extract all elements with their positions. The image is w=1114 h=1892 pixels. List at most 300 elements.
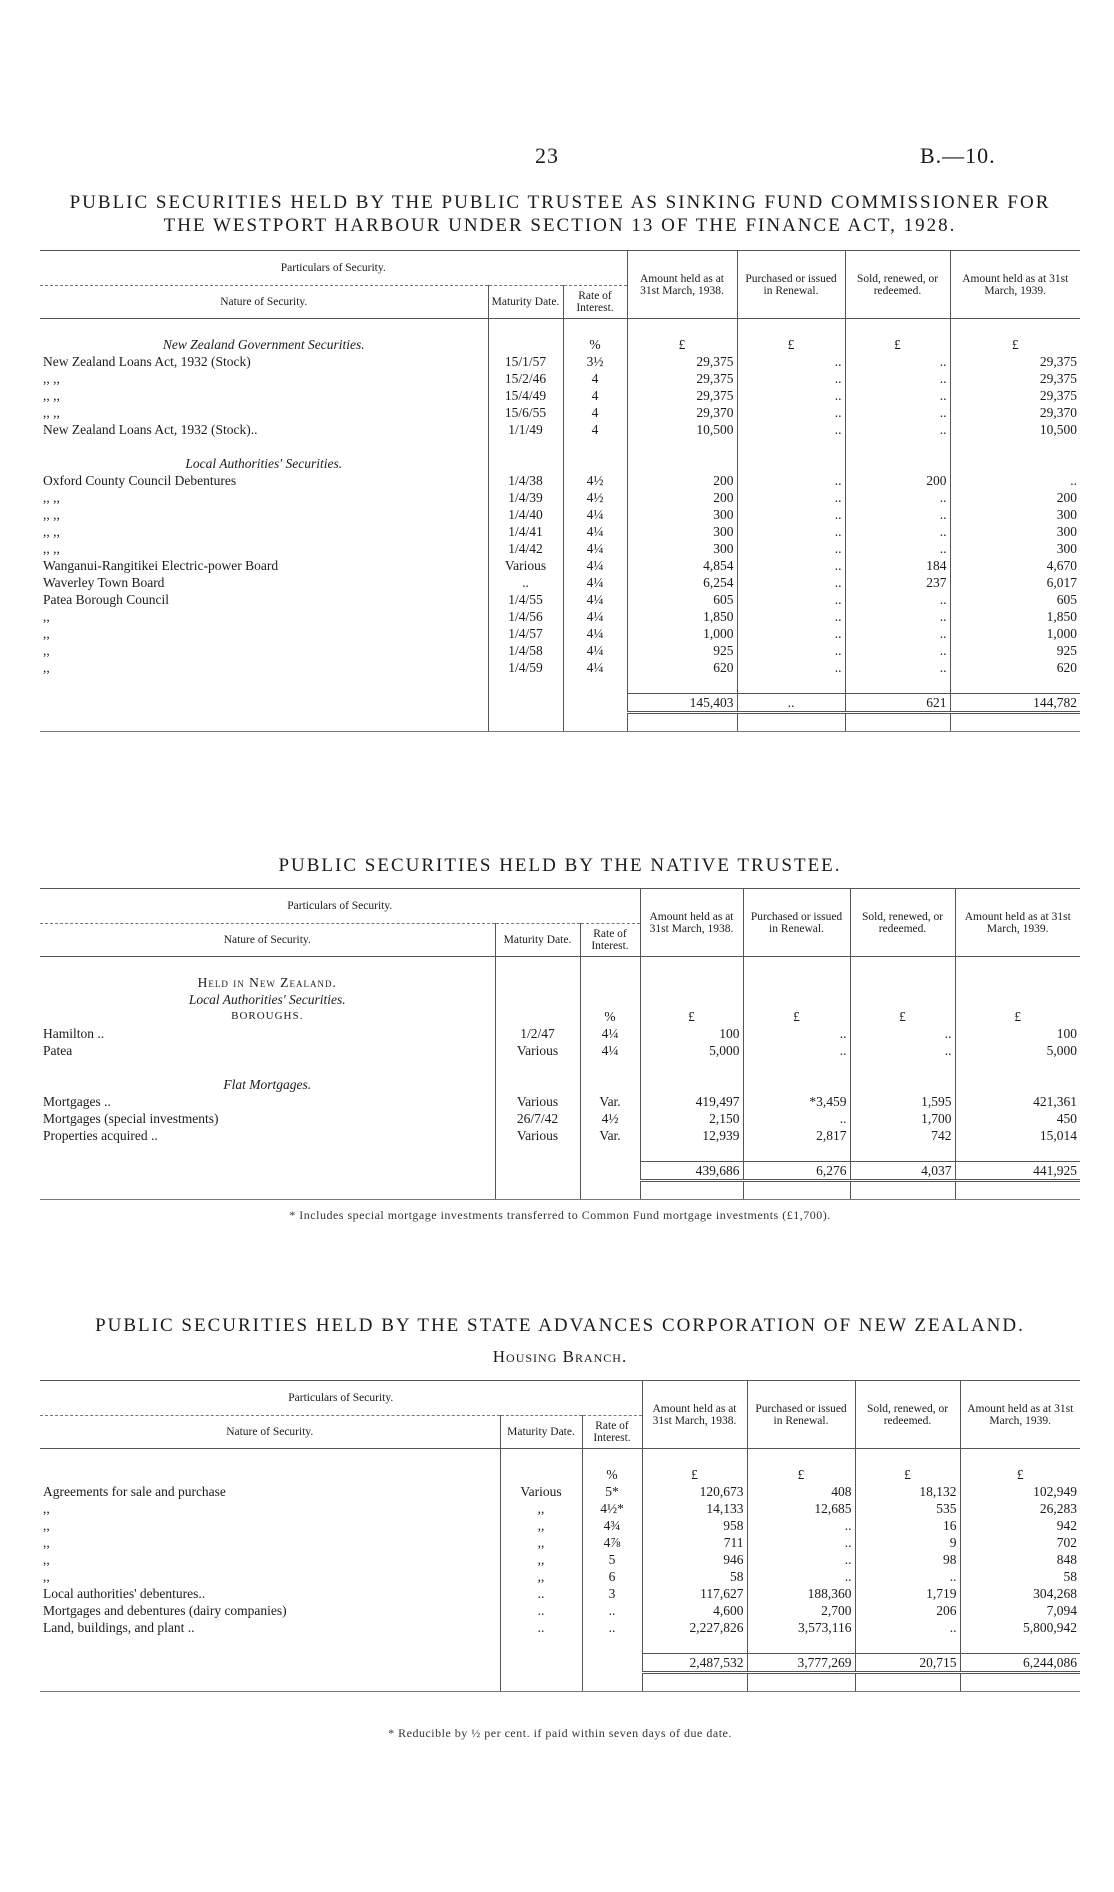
purchased-value: 12,685 bbox=[747, 1500, 855, 1517]
interest-rate: 5* bbox=[582, 1483, 642, 1500]
purchased-value: .. bbox=[737, 608, 845, 625]
unit-sold: £ bbox=[855, 1466, 960, 1483]
unit-rate: % bbox=[580, 1008, 640, 1025]
held-1939: 4,670 bbox=[950, 557, 1080, 574]
maturity-date: 15/6/55 bbox=[488, 404, 563, 421]
table-row bbox=[40, 608, 1080, 625]
maturity-date: 1/4/41 bbox=[488, 523, 563, 540]
sold-value: 742 bbox=[850, 1127, 955, 1144]
sold-value: .. bbox=[845, 489, 950, 506]
security-name: ,, bbox=[43, 643, 50, 658]
interest-rate: 4 bbox=[563, 387, 627, 404]
header-particulars: Particulars of Security. bbox=[40, 889, 640, 924]
table-row bbox=[40, 1534, 1080, 1551]
purchased-value: .. bbox=[737, 387, 845, 404]
held-1938: 5,000 bbox=[640, 1042, 743, 1059]
held-1939: 29,375 bbox=[950, 353, 1080, 370]
interest-rate: 4¾ bbox=[582, 1517, 642, 1534]
sold-value: .. bbox=[845, 387, 950, 404]
held-1938: 6,254 bbox=[627, 574, 737, 591]
purchased-value: .. bbox=[737, 574, 845, 591]
purchased-value: .. bbox=[737, 404, 845, 421]
table-row bbox=[40, 1568, 1080, 1585]
purchased-value: .. bbox=[747, 1517, 855, 1534]
purchased-value: .. bbox=[737, 421, 845, 438]
security-name: ,, bbox=[43, 609, 50, 624]
header-nature: Nature of Security. bbox=[40, 1416, 500, 1449]
security-name: ,, bbox=[43, 626, 50, 641]
security-name: ,, ,, bbox=[43, 524, 60, 539]
security-name: Wanganui-Rangitikei Electric-power Board bbox=[43, 558, 279, 573]
held-1939: 29,375 bbox=[950, 370, 1080, 387]
header-maturity: Maturity Date. bbox=[495, 924, 580, 957]
interest-rate: Var. bbox=[580, 1127, 640, 1144]
security-name: Hamilton .. bbox=[43, 1026, 105, 1041]
purchased-value: .. bbox=[737, 489, 845, 506]
sold-value: 1,595 bbox=[850, 1093, 955, 1110]
interest-rate: .. bbox=[582, 1602, 642, 1619]
security-name: New Zealand Loans Act, 1932 (Stock) bbox=[43, 354, 251, 369]
purchased-value: 408 bbox=[747, 1483, 855, 1500]
held-1938: 200 bbox=[627, 489, 737, 506]
held-1938: 4,854 bbox=[627, 557, 737, 574]
total-sold: 20,715 bbox=[855, 1654, 960, 1673]
maturity-date: Various bbox=[500, 1483, 582, 1500]
security-name: Mortgages (special investments) bbox=[43, 1111, 219, 1126]
sold-value: .. bbox=[845, 421, 950, 438]
header-particulars: Particulars of Security. bbox=[40, 1381, 642, 1416]
table-row bbox=[40, 659, 1080, 676]
held-1938: 300 bbox=[627, 523, 737, 540]
state-footnote: * Reducible by ½ per cent. if paid within seven days of due date. bbox=[388, 1726, 732, 1740]
westport-title-line2: THE WESTPORT HARBOUR UNDER SECTION 13 OF THE FINANCE ACT, 1928. bbox=[163, 215, 957, 236]
westport-title-line1: PUBLIC SECURITIES HELD BY THE PUBLIC TRUSTEE AS SINKING FUND COMMISSIONER FOR bbox=[69, 192, 1051, 213]
interest-rate: 4 bbox=[563, 404, 627, 421]
table-row bbox=[40, 1025, 1080, 1042]
sold-value: 200 bbox=[845, 472, 950, 489]
held-1938: 1,000 bbox=[627, 625, 737, 642]
interest-rate: 4¼ bbox=[563, 523, 627, 540]
unit-held-1938: £ bbox=[627, 336, 737, 353]
purchased-value: .. bbox=[743, 1025, 850, 1042]
held-1939: 304,268 bbox=[960, 1585, 1080, 1602]
table-row bbox=[40, 1127, 1080, 1144]
purchased-value: .. bbox=[737, 353, 845, 370]
held-1939: 102,949 bbox=[960, 1483, 1080, 1500]
unit-purchased: £ bbox=[737, 336, 845, 353]
table-row bbox=[40, 591, 1080, 608]
header-held-1939: Amount held as at 31st March, 1939. bbox=[955, 889, 1080, 957]
table-row bbox=[40, 353, 1080, 370]
held-1939: 29,370 bbox=[950, 404, 1080, 421]
sold-value: 237 bbox=[845, 574, 950, 591]
held-1938: 419,497 bbox=[640, 1093, 743, 1110]
held-1939: 605 bbox=[950, 591, 1080, 608]
held-1938: 711 bbox=[642, 1534, 747, 1551]
unit-rate: % bbox=[582, 1466, 642, 1483]
held-1939: .. bbox=[950, 472, 1080, 489]
maturity-date: 1/1/49 bbox=[488, 421, 563, 438]
held-1939: 6,017 bbox=[950, 574, 1080, 591]
header-purchased: Purchased or issued in Renewal. bbox=[737, 251, 845, 319]
purchased-value: .. bbox=[737, 523, 845, 540]
held-1938: 200 bbox=[627, 472, 737, 489]
header-sold: Sold, renewed, or redeemed. bbox=[845, 251, 950, 319]
security-name: Mortgages .. bbox=[43, 1094, 111, 1109]
maturity-date: 1/4/57 bbox=[488, 625, 563, 642]
table-row bbox=[40, 574, 1080, 591]
units-row bbox=[40, 336, 1080, 353]
security-name: Waverley Town Board bbox=[43, 575, 165, 590]
interest-rate: 4¼ bbox=[563, 642, 627, 659]
maturity-date: 1/4/39 bbox=[488, 489, 563, 506]
interest-rate: 4¼ bbox=[563, 557, 627, 574]
held-1939: 15,014 bbox=[955, 1127, 1080, 1144]
interest-rate: 4½* bbox=[582, 1500, 642, 1517]
maturity-date: 15/1/57 bbox=[488, 353, 563, 370]
sold-value: 535 bbox=[855, 1500, 960, 1517]
sold-value: .. bbox=[855, 1568, 960, 1585]
held-1938: 2,150 bbox=[640, 1110, 743, 1127]
held-1939: 5,800,942 bbox=[960, 1619, 1080, 1636]
section-heading: Local Authorities' Securities. bbox=[185, 456, 343, 471]
purchased-value: .. bbox=[737, 659, 845, 676]
security-name: ,, bbox=[43, 1518, 50, 1533]
header-maturity: Maturity Date. bbox=[500, 1416, 582, 1449]
westport-gov-rows bbox=[40, 353, 1080, 438]
sold-value: .. bbox=[850, 1025, 955, 1042]
sold-value: .. bbox=[845, 540, 950, 557]
held-1938: 605 bbox=[627, 591, 737, 608]
table-row bbox=[40, 1517, 1080, 1534]
maturity-date: .. bbox=[500, 1585, 582, 1602]
sold-value: .. bbox=[855, 1619, 960, 1636]
held-1938: 925 bbox=[627, 642, 737, 659]
unit-held-1938: £ bbox=[640, 1008, 743, 1025]
interest-rate: Var. bbox=[580, 1093, 640, 1110]
purchased-value: .. bbox=[737, 642, 845, 659]
header-particulars: Particulars of Security. bbox=[40, 251, 627, 286]
purchased-value: 188,360 bbox=[747, 1585, 855, 1602]
table-row bbox=[40, 1042, 1080, 1059]
interest-rate: 4 bbox=[563, 421, 627, 438]
total-held-1939: 6,244,086 bbox=[960, 1654, 1080, 1673]
interest-rate: 3½ bbox=[563, 353, 627, 370]
interest-rate: 4¼ bbox=[563, 506, 627, 523]
interest-rate: 4¼ bbox=[563, 540, 627, 557]
interest-rate: 4½ bbox=[580, 1110, 640, 1127]
purchased-value: *3,459 bbox=[743, 1093, 850, 1110]
total-purchased: .. bbox=[737, 694, 845, 713]
sold-value: .. bbox=[845, 370, 950, 387]
table-row bbox=[40, 1602, 1080, 1619]
held-1938: 946 bbox=[642, 1551, 747, 1568]
security-name: ,, ,, bbox=[43, 507, 60, 522]
native-mortgage-rows bbox=[40, 1093, 1080, 1144]
interest-rate: 3 bbox=[582, 1585, 642, 1602]
section-heading: Local Authorities' Securities. bbox=[188, 992, 346, 1007]
held-1938: 29,370 bbox=[627, 404, 737, 421]
security-name: ,, ,, bbox=[43, 541, 60, 556]
unit-held-1939: £ bbox=[955, 1008, 1080, 1025]
security-name: ,, bbox=[43, 660, 50, 675]
held-1938: 2,227,826 bbox=[642, 1619, 747, 1636]
maturity-date: Various bbox=[495, 1127, 580, 1144]
maturity-date: .. bbox=[500, 1619, 582, 1636]
unit-purchased: £ bbox=[747, 1466, 855, 1483]
sold-value: 184 bbox=[845, 557, 950, 574]
held-1939: 100 bbox=[955, 1025, 1080, 1042]
sold-value: .. bbox=[850, 1042, 955, 1059]
header-held-1939: Amount held as at 31st March, 1939. bbox=[950, 251, 1080, 319]
maturity-date: ,, bbox=[500, 1534, 582, 1551]
held-1938: 300 bbox=[627, 506, 737, 523]
state-subtitle: Housing Branch. bbox=[492, 1347, 628, 1366]
maturity-date: ,, bbox=[500, 1517, 582, 1534]
sold-value: 206 bbox=[855, 1602, 960, 1619]
section-heading: New Zealand Government Securities. bbox=[162, 337, 365, 352]
table-row bbox=[40, 523, 1080, 540]
maturity-date: 1/4/55 bbox=[488, 591, 563, 608]
interest-rate: 4½ bbox=[563, 489, 627, 506]
maturity-date: 26/7/42 bbox=[495, 1110, 580, 1127]
total-held-1938: 145,403 bbox=[627, 694, 737, 713]
security-name: New Zealand Loans Act, 1932 (Stock).. bbox=[43, 422, 258, 437]
sold-value: 1,719 bbox=[855, 1585, 960, 1602]
held-1938: 620 bbox=[627, 659, 737, 676]
security-name: Land, buildings, and plant .. bbox=[43, 1620, 195, 1635]
interest-rate: 4¼ bbox=[563, 659, 627, 676]
held-1939: 200 bbox=[950, 489, 1080, 506]
interest-rate: 5 bbox=[582, 1551, 642, 1568]
total-purchased: 6,276 bbox=[743, 1162, 850, 1181]
sold-value: 98 bbox=[855, 1551, 960, 1568]
held-1939: 7,094 bbox=[960, 1602, 1080, 1619]
header-rate: Rate of Interest. bbox=[582, 1416, 642, 1449]
table-row bbox=[40, 506, 1080, 523]
state-rows bbox=[40, 1483, 1080, 1636]
held-1938: 1,850 bbox=[627, 608, 737, 625]
state-title: PUBLIC SECURITIES HELD BY THE STATE ADVANCES CORPORATION OF NEW ZEALAND. bbox=[95, 1315, 1025, 1336]
westport-table bbox=[40, 250, 1080, 732]
table-row bbox=[40, 1585, 1080, 1602]
maturity-date: Various bbox=[488, 557, 563, 574]
purchased-value: .. bbox=[743, 1042, 850, 1059]
held-1939: 942 bbox=[960, 1517, 1080, 1534]
held-1939: 300 bbox=[950, 540, 1080, 557]
sold-value: 16 bbox=[855, 1517, 960, 1534]
unit-held-1939: £ bbox=[950, 336, 1080, 353]
held-1938: 58 bbox=[642, 1568, 747, 1585]
table-row bbox=[40, 1483, 1080, 1500]
held-1939: 5,000 bbox=[955, 1042, 1080, 1059]
maturity-date: 1/4/58 bbox=[488, 642, 563, 659]
security-name: Patea bbox=[43, 1043, 73, 1058]
held-1939: 1,850 bbox=[950, 608, 1080, 625]
sold-value: .. bbox=[845, 353, 950, 370]
security-name: ,, ,, bbox=[43, 490, 60, 505]
security-name: Agreements for sale and purchase bbox=[43, 1484, 226, 1499]
purchased-value: 2,700 bbox=[747, 1602, 855, 1619]
purchased-value: .. bbox=[747, 1568, 855, 1585]
header-sold: Sold, renewed, or redeemed. bbox=[855, 1381, 960, 1449]
purchased-value: 2,817 bbox=[743, 1127, 850, 1144]
sold-value: 18,132 bbox=[855, 1483, 960, 1500]
header-rate: Rate of Interest. bbox=[580, 924, 640, 957]
table-row bbox=[40, 557, 1080, 574]
header-purchased: Purchased or issued in Renewal. bbox=[743, 889, 850, 957]
held-1939: 450 bbox=[955, 1110, 1080, 1127]
unit-rate: % bbox=[563, 336, 627, 353]
interest-rate: 4¼ bbox=[563, 591, 627, 608]
header-rate: Rate of Interest. bbox=[563, 286, 627, 319]
total-purchased: 3,777,269 bbox=[747, 1654, 855, 1673]
unit-purchased: £ bbox=[743, 1008, 850, 1025]
maturity-date: 15/2/46 bbox=[488, 370, 563, 387]
section-heading: Flat Mortgages. bbox=[223, 1077, 312, 1092]
security-name: ,, bbox=[43, 1552, 50, 1567]
table-row bbox=[40, 472, 1080, 489]
held-1939: 58 bbox=[960, 1568, 1080, 1585]
held-1938: 958 bbox=[642, 1517, 747, 1534]
header-purchased: Purchased or issued in Renewal. bbox=[747, 1381, 855, 1449]
table-row bbox=[40, 404, 1080, 421]
purchased-value: 3,573,116 bbox=[747, 1619, 855, 1636]
held-1939: 925 bbox=[950, 642, 1080, 659]
purchased-value: .. bbox=[747, 1534, 855, 1551]
security-name: Oxford County Council Debentures bbox=[43, 473, 237, 488]
table-row bbox=[40, 489, 1080, 506]
page-number: 23 bbox=[535, 143, 559, 168]
table-row bbox=[40, 625, 1080, 642]
held-1938: 100 bbox=[640, 1025, 743, 1042]
table-row bbox=[40, 421, 1080, 438]
total-row bbox=[40, 1654, 1080, 1673]
security-name: Local authorities' debentures.. bbox=[43, 1586, 206, 1601]
security-name: ,, ,, bbox=[43, 371, 60, 386]
maturity-date: 15/4/49 bbox=[488, 387, 563, 404]
interest-rate: 4¼ bbox=[563, 608, 627, 625]
total-held-1938: 2,487,532 bbox=[642, 1654, 747, 1673]
maturity-date: 1/4/59 bbox=[488, 659, 563, 676]
header-held-1938: Amount held as at 31st March, 1938. bbox=[640, 889, 743, 957]
sold-value: 1,700 bbox=[850, 1110, 955, 1127]
header-held-1938: Amount held as at 31st March, 1938. bbox=[627, 251, 737, 319]
native-footnote: * Includes special mortgage investments transferred to Common Fund mortgage investments (£1,700). bbox=[289, 1208, 831, 1222]
interest-rate: 6 bbox=[582, 1568, 642, 1585]
purchased-value: .. bbox=[737, 506, 845, 523]
table-row bbox=[40, 1500, 1080, 1517]
table-row bbox=[40, 370, 1080, 387]
maturity-date: 1/4/40 bbox=[488, 506, 563, 523]
header-maturity: Maturity Date. bbox=[488, 286, 563, 319]
sold-value: .. bbox=[845, 404, 950, 421]
maturity-date: ,, bbox=[500, 1568, 582, 1585]
held-1938: 29,375 bbox=[627, 387, 737, 404]
total-row bbox=[40, 694, 1080, 713]
held-1939: 1,000 bbox=[950, 625, 1080, 642]
header-held-1939: Amount held as at 31st March, 1939. bbox=[960, 1381, 1080, 1449]
westport-local-rows bbox=[40, 472, 1080, 676]
held-1939: 620 bbox=[950, 659, 1080, 676]
unit-held-1939: £ bbox=[960, 1466, 1080, 1483]
native-table bbox=[40, 888, 1080, 1200]
table-row bbox=[40, 540, 1080, 557]
maturity-date: ,, bbox=[500, 1500, 582, 1517]
header-nature: Nature of Security. bbox=[40, 924, 495, 957]
held-1938: 29,375 bbox=[627, 353, 737, 370]
held-1939: 421,361 bbox=[955, 1093, 1080, 1110]
security-name: Properties acquired .. bbox=[43, 1128, 158, 1143]
native-title: PUBLIC SECURITIES HELD BY THE NATIVE TRUSTEE. bbox=[278, 855, 842, 876]
held-heading: Held in New Zealand. bbox=[197, 975, 337, 990]
native-borough-rows bbox=[40, 1025, 1080, 1059]
state-table bbox=[40, 1380, 1080, 1692]
interest-rate: 4½ bbox=[563, 472, 627, 489]
held-1939: 26,283 bbox=[960, 1500, 1080, 1517]
table-row bbox=[40, 1551, 1080, 1568]
header-sold: Sold, renewed, or redeemed. bbox=[850, 889, 955, 957]
table-row bbox=[40, 1093, 1080, 1110]
held-1939: 702 bbox=[960, 1534, 1080, 1551]
held-1939: 300 bbox=[950, 506, 1080, 523]
held-1939: 848 bbox=[960, 1551, 1080, 1568]
interest-rate: .. bbox=[582, 1619, 642, 1636]
table-row bbox=[40, 387, 1080, 404]
unit-sold: £ bbox=[850, 1008, 955, 1025]
maturity-date: Various bbox=[495, 1093, 580, 1110]
purchased-value: .. bbox=[737, 472, 845, 489]
interest-rate: 4¼ bbox=[563, 574, 627, 591]
total-held-1939: 441,925 bbox=[955, 1162, 1080, 1181]
held-1938: 14,133 bbox=[642, 1500, 747, 1517]
purchased-value: .. bbox=[747, 1551, 855, 1568]
sold-value: 9 bbox=[855, 1534, 960, 1551]
sold-value: .. bbox=[845, 642, 950, 659]
total-sold: 621 bbox=[845, 694, 950, 713]
security-name: ,, bbox=[43, 1535, 50, 1550]
header-nature: Nature of Security. bbox=[40, 286, 488, 319]
document-reference: B.—10. bbox=[920, 143, 996, 168]
unit-sold: £ bbox=[845, 336, 950, 353]
total-held-1938: 439,686 bbox=[640, 1162, 743, 1181]
held-1939: 29,375 bbox=[950, 387, 1080, 404]
sold-value: .. bbox=[845, 591, 950, 608]
purchased-value: .. bbox=[737, 370, 845, 387]
held-1938: 117,627 bbox=[642, 1585, 747, 1602]
unit-held-1938: £ bbox=[642, 1466, 747, 1483]
maturity-date: 1/4/38 bbox=[488, 472, 563, 489]
maturity-date: .. bbox=[500, 1602, 582, 1619]
maturity-date: Various bbox=[495, 1042, 580, 1059]
security-name: ,, bbox=[43, 1569, 50, 1584]
held-1938: 300 bbox=[627, 540, 737, 557]
sold-value: .. bbox=[845, 659, 950, 676]
held-1938: 120,673 bbox=[642, 1483, 747, 1500]
purchased-value: .. bbox=[737, 557, 845, 574]
total-held-1939: 144,782 bbox=[950, 694, 1080, 713]
held-1938: 10,500 bbox=[627, 421, 737, 438]
interest-rate: 4¼ bbox=[563, 625, 627, 642]
total-sold: 4,037 bbox=[850, 1162, 955, 1181]
interest-rate: 4⅞ bbox=[582, 1534, 642, 1551]
held-1939: 10,500 bbox=[950, 421, 1080, 438]
held-1938: 4,600 bbox=[642, 1602, 747, 1619]
security-name: ,, ,, bbox=[43, 405, 60, 420]
maturity-date: .. bbox=[488, 574, 563, 591]
section-subheading: BOROUGHS. bbox=[231, 1010, 304, 1022]
maturity-date: 1/4/42 bbox=[488, 540, 563, 557]
